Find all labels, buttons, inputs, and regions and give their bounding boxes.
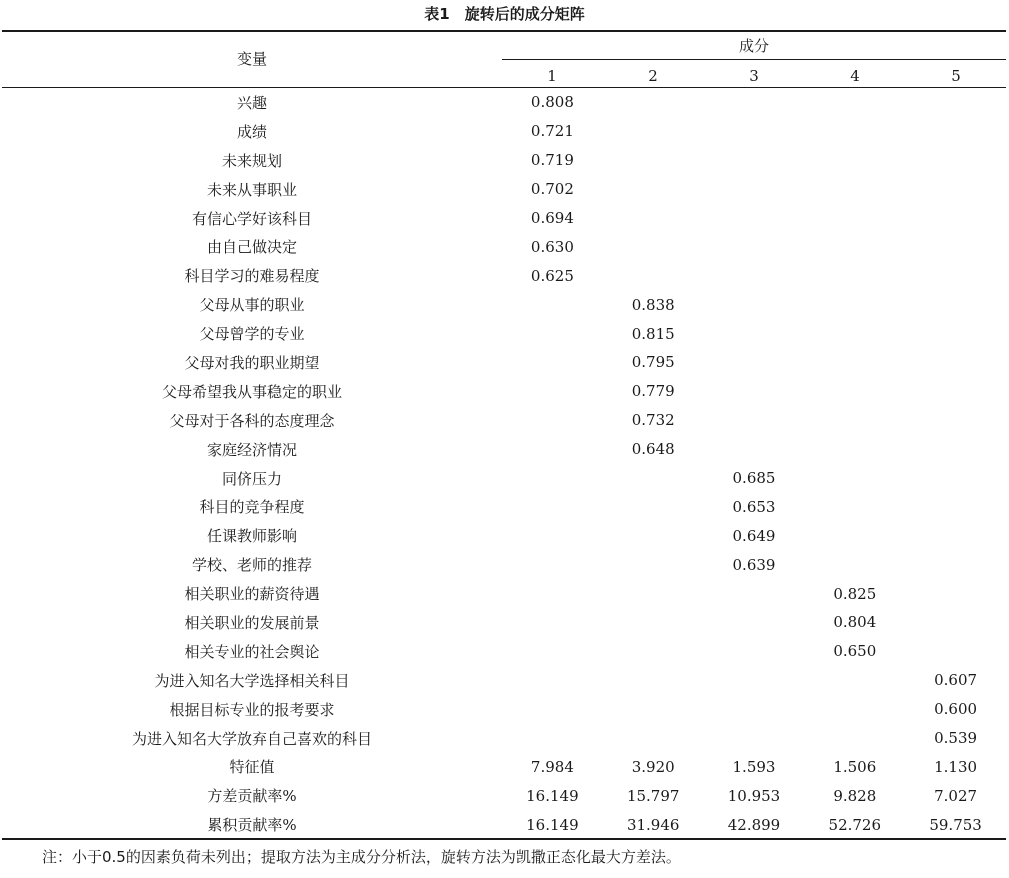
loading-cell-component-5 xyxy=(905,88,1006,117)
loading-cell-component-1: 0.702 xyxy=(530,180,574,199)
header-component-3: 3 xyxy=(749,67,759,85)
loading-cell-component-3: 10.953 xyxy=(727,786,781,805)
bottom-rule xyxy=(2,838,1006,840)
loading-cell-component-1: 16.149 xyxy=(526,786,579,805)
variable-label: 累积贡献率% xyxy=(207,816,297,835)
loading-cell-component-2: 3.920 xyxy=(631,757,675,776)
loading-cell-component-5 xyxy=(905,175,1006,204)
variable-label: 科目学习的难易程度 xyxy=(184,267,320,286)
loading-cell-component-3 xyxy=(704,406,805,435)
variable-label: 父母曾学的专业 xyxy=(199,325,305,344)
loading-cell-component-2 xyxy=(603,464,704,493)
loading-cell-component-1: 0.808 xyxy=(530,93,574,112)
variable-label: 特征值 xyxy=(229,758,275,777)
loading-cell-component-5 xyxy=(905,377,1006,406)
table-row xyxy=(2,117,1006,146)
table-row xyxy=(2,724,1006,753)
loading-cell-component-4 xyxy=(804,550,905,579)
loading-cell-component-5 xyxy=(905,608,1006,637)
loading-cell-component-5 xyxy=(905,146,1006,175)
loading-cell-component-5 xyxy=(905,204,1006,233)
loading-cell-component-5 xyxy=(905,232,1006,261)
loading-cell-component-5 xyxy=(905,579,1006,608)
loading-cell-component-3 xyxy=(704,146,805,175)
loading-cell-component-1: 7.984 xyxy=(530,757,574,776)
loading-cell-component-3: 42.899 xyxy=(727,815,781,834)
variable-label: 相关职业的薪资待遇 xyxy=(184,585,320,604)
loading-cell-component-5 xyxy=(905,290,1006,319)
loading-cell-component-3: 1.593 xyxy=(732,757,776,776)
loading-cell-component-5 xyxy=(905,464,1006,493)
loading-cell-component-5 xyxy=(905,521,1006,550)
loading-cell-component-3 xyxy=(704,377,805,406)
loading-cell-component-2 xyxy=(603,146,704,175)
loading-cell-component-3 xyxy=(704,204,805,233)
table-row xyxy=(2,88,1006,117)
variable-label: 方差贡献率% xyxy=(207,787,297,806)
variable-label: 为进入知名大学选择相关科目 xyxy=(154,671,350,690)
variable-label: 成绩 xyxy=(236,122,267,141)
variable-label: 有信心学好该科目 xyxy=(191,209,312,228)
header-component-2: 2 xyxy=(648,67,658,85)
table-row xyxy=(2,492,1006,521)
table-row xyxy=(2,406,1006,435)
loading-cell-component-5: 0.539 xyxy=(934,729,978,748)
loading-cell-component-1 xyxy=(502,348,603,377)
loading-cell-component-1 xyxy=(502,695,603,724)
loading-cell-component-3 xyxy=(704,175,805,204)
loading-cell-component-4 xyxy=(804,204,905,233)
loading-cell-component-2 xyxy=(603,724,704,753)
table-row xyxy=(2,608,1006,637)
table-row xyxy=(2,146,1006,175)
loading-cell-component-5 xyxy=(905,319,1006,348)
loading-cell-component-2 xyxy=(603,492,704,521)
loading-cell-component-3 xyxy=(704,579,805,608)
loading-cell-component-3 xyxy=(704,637,805,666)
component-matrix-table xyxy=(2,88,1006,839)
loading-cell-component-2: 15.797 xyxy=(626,786,680,805)
loading-cell-component-3 xyxy=(704,348,805,377)
loading-cell-component-3 xyxy=(704,117,805,146)
variable-label: 父母对我的职业期望 xyxy=(184,353,320,372)
table-row xyxy=(2,781,1006,810)
loading-cell-component-4 xyxy=(804,435,905,464)
loading-cell-component-4 xyxy=(804,319,905,348)
table-row xyxy=(2,261,1006,290)
header-component: 成分 xyxy=(738,37,769,55)
table-row xyxy=(2,348,1006,377)
loading-cell-component-5 xyxy=(905,261,1006,290)
loading-cell-component-1 xyxy=(502,492,603,521)
header-component-1: 1 xyxy=(547,67,557,85)
loading-cell-component-2: 31.946 xyxy=(626,815,680,834)
loading-cell-component-2 xyxy=(603,550,704,579)
loading-cell-component-2 xyxy=(603,695,704,724)
table-row xyxy=(2,435,1006,464)
variable-label: 父母从事的职业 xyxy=(199,296,305,315)
loading-cell-component-3 xyxy=(704,232,805,261)
loading-cell-component-3 xyxy=(704,319,805,348)
loading-cell-component-5 xyxy=(905,492,1006,521)
table-note: 注：小于0.5的因素负荷未列出；提取方法为主成分分析法，旋转方法为凯撒正态化最大方差法。 xyxy=(42,848,681,866)
loading-cell-component-3 xyxy=(704,724,805,753)
loading-cell-component-1: 0.719 xyxy=(530,151,574,170)
table-row xyxy=(2,666,1006,695)
loading-cell-component-1 xyxy=(502,377,603,406)
loading-cell-component-2: 0.815 xyxy=(631,324,675,343)
table-row xyxy=(2,752,1006,781)
header-component-5: 5 xyxy=(951,67,961,85)
loading-cell-component-2 xyxy=(603,521,704,550)
loading-cell-component-2 xyxy=(603,579,704,608)
loading-cell-component-2 xyxy=(603,637,704,666)
variable-label: 科目的竞争程度 xyxy=(199,498,305,517)
loading-cell-component-1 xyxy=(502,464,603,493)
loading-cell-component-2 xyxy=(603,608,704,637)
variable-label: 未来规划 xyxy=(221,151,282,170)
variable-label: 父母对于各科的态度理念 xyxy=(169,411,335,430)
loading-cell-component-4: 0.804 xyxy=(833,613,877,632)
loading-cell-component-1: 0.625 xyxy=(530,266,574,285)
loading-cell-component-4 xyxy=(804,117,905,146)
table-row xyxy=(2,695,1006,724)
loading-cell-component-5: 0.600 xyxy=(934,700,978,719)
variable-label: 为进入知名大学放弃自己喜欢的科目 xyxy=(131,729,372,748)
loading-cell-component-5: 7.027 xyxy=(934,786,978,805)
loading-cell-component-4 xyxy=(804,232,905,261)
loading-cell-component-1 xyxy=(502,724,603,753)
variable-label: 由自己做决定 xyxy=(206,238,297,257)
loading-cell-component-4: 9.828 xyxy=(833,786,877,805)
loading-cell-component-4 xyxy=(804,406,905,435)
top-rule xyxy=(2,30,1006,32)
table-row xyxy=(2,810,1006,839)
loading-cell-component-1 xyxy=(502,550,603,579)
loading-cell-component-1: 0.694 xyxy=(530,209,574,227)
table-row xyxy=(2,579,1006,608)
loading-cell-component-5: 1.130 xyxy=(934,757,978,776)
loading-cell-component-4 xyxy=(804,261,905,290)
table-row xyxy=(2,521,1006,550)
variable-label: 家庭经济情况 xyxy=(206,440,297,459)
table-title: 表1 旋转后的成分矩阵 xyxy=(424,5,585,23)
loading-cell-component-1 xyxy=(502,435,603,464)
loading-cell-component-1: 0.721 xyxy=(530,122,574,141)
table-row xyxy=(2,232,1006,261)
variable-label: 根据目标专业的报考要求 xyxy=(169,700,335,719)
loading-cell-component-4 xyxy=(804,175,905,204)
loading-cell-component-3 xyxy=(704,666,805,695)
variable-label: 相关专业的社会舆论 xyxy=(184,642,320,661)
variable-label: 相关职业的发展前景 xyxy=(184,613,320,632)
loading-cell-component-4 xyxy=(804,348,905,377)
loading-cell-component-4 xyxy=(804,464,905,493)
header-variable: 变量 xyxy=(236,50,267,68)
loading-cell-component-3 xyxy=(704,261,805,290)
loading-cell-component-4: 52.726 xyxy=(828,815,882,834)
loading-cell-component-5 xyxy=(905,406,1006,435)
loading-cell-component-1 xyxy=(502,521,603,550)
loading-cell-component-3 xyxy=(704,695,805,724)
loading-cell-component-1 xyxy=(502,637,603,666)
table-row xyxy=(2,175,1006,204)
variable-label: 未来从事职业 xyxy=(206,180,297,199)
component-subrule xyxy=(502,59,1006,60)
loading-cell-component-2 xyxy=(603,666,704,695)
header-component-4: 4 xyxy=(850,67,860,85)
loading-cell-component-4 xyxy=(804,492,905,521)
loading-cell-component-3 xyxy=(704,435,805,464)
loading-cell-component-5 xyxy=(905,435,1006,464)
loading-cell-component-2 xyxy=(603,232,704,261)
loading-cell-component-2 xyxy=(603,261,704,290)
table-row xyxy=(2,637,1006,666)
loading-cell-component-2 xyxy=(603,88,704,117)
loading-cell-component-5 xyxy=(905,117,1006,146)
loading-cell-component-3: 0.685 xyxy=(732,469,776,488)
loading-cell-component-5 xyxy=(905,550,1006,579)
table-row xyxy=(2,319,1006,348)
loading-cell-component-2: 0.648 xyxy=(631,440,675,459)
variable-label: 学校、老师的推荐 xyxy=(191,556,312,575)
loading-cell-component-4 xyxy=(804,146,905,175)
loading-cell-component-3 xyxy=(704,290,805,319)
loading-cell-component-4: 0.650 xyxy=(833,642,877,661)
table-row xyxy=(2,204,1006,233)
loading-cell-component-5 xyxy=(905,348,1006,377)
loading-cell-component-4: 1.506 xyxy=(833,757,877,776)
loading-cell-component-2 xyxy=(603,175,704,204)
loading-cell-component-3: 0.653 xyxy=(732,497,776,516)
loading-cell-component-3 xyxy=(704,88,805,117)
loading-cell-component-2: 0.732 xyxy=(631,411,675,430)
loading-cell-component-3: 0.639 xyxy=(732,555,776,574)
loading-cell-component-5: 0.607 xyxy=(934,671,978,690)
variable-label: 任课教师影响 xyxy=(206,527,297,546)
table-row xyxy=(2,464,1006,493)
loading-cell-component-4: 0.825 xyxy=(833,584,877,603)
loading-cell-component-5 xyxy=(905,637,1006,666)
variable-label: 兴趣 xyxy=(236,93,267,112)
loading-cell-component-2 xyxy=(603,204,704,233)
loading-cell-component-1 xyxy=(502,290,603,319)
loading-cell-component-4 xyxy=(804,695,905,724)
loading-cell-component-4 xyxy=(804,724,905,753)
loading-cell-component-4 xyxy=(804,377,905,406)
loading-cell-component-1 xyxy=(502,666,603,695)
loading-cell-component-1 xyxy=(502,319,603,348)
loading-cell-component-5: 59.753 xyxy=(929,815,982,834)
loading-cell-component-1 xyxy=(502,579,603,608)
variable-label: 同侪压力 xyxy=(221,469,282,488)
loading-cell-component-3: 0.649 xyxy=(732,526,776,545)
loading-cell-component-4 xyxy=(804,290,905,319)
loading-cell-component-3 xyxy=(704,608,805,637)
loading-cell-component-2 xyxy=(603,117,704,146)
variable-label: 父母希望我从事稳定的职业 xyxy=(161,382,342,401)
loading-cell-component-4 xyxy=(804,666,905,695)
loading-cell-component-2: 0.838 xyxy=(631,295,675,314)
table-row xyxy=(2,377,1006,406)
loading-cell-component-1 xyxy=(502,608,603,637)
table-body xyxy=(2,88,1006,839)
loading-cell-component-2: 0.779 xyxy=(631,382,675,401)
table-row xyxy=(2,550,1006,579)
loading-cell-component-2: 0.795 xyxy=(631,353,675,372)
loading-cell-component-1: 0.630 xyxy=(530,237,574,256)
table-row xyxy=(2,290,1006,319)
loading-cell-component-1: 16.149 xyxy=(526,815,579,834)
loading-cell-component-1 xyxy=(502,406,603,435)
loading-cell-component-4 xyxy=(804,88,905,117)
loading-cell-component-4 xyxy=(804,521,905,550)
